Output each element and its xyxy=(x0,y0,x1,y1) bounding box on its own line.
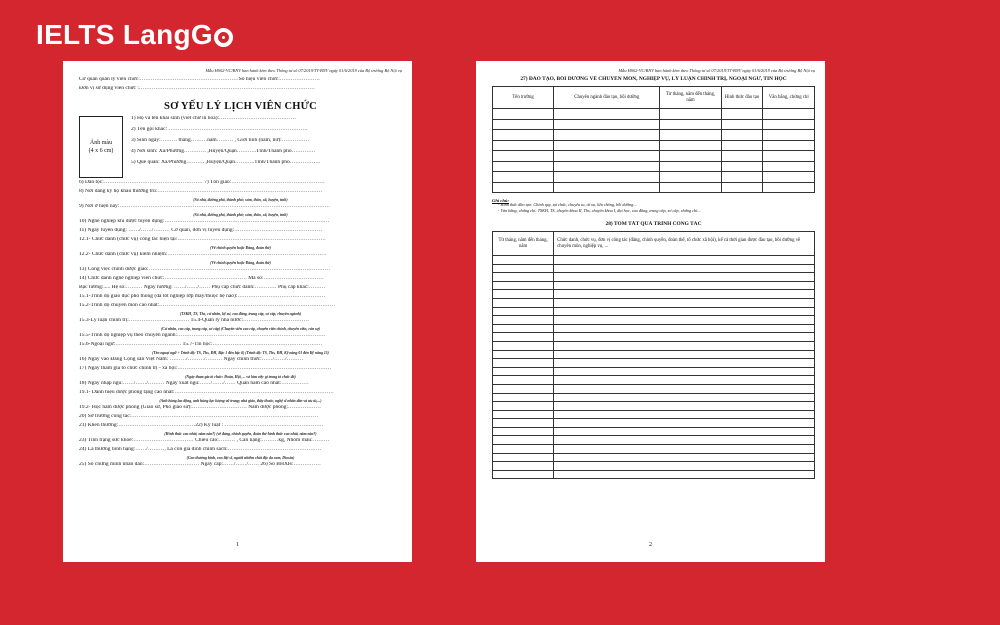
table-cell[interactable] xyxy=(493,393,554,402)
table-cell[interactable] xyxy=(554,445,815,454)
photo-section xyxy=(79,116,402,178)
table-row xyxy=(493,324,815,333)
table-cell[interactable] xyxy=(493,151,554,162)
col-header: Từ tháng, năm đến tháng, năm xyxy=(493,232,554,256)
table-cell[interactable] xyxy=(493,140,554,151)
work-history-table xyxy=(492,231,815,479)
table-cell[interactable] xyxy=(493,462,554,471)
table-row xyxy=(493,109,815,120)
table-cell[interactable] xyxy=(721,130,763,141)
table-cell[interactable] xyxy=(493,470,554,479)
note-line: - Văn bằng, chứng chỉ: TSKH, TS, chuyên khoa II, Ths, chuyên khoa I, đại học, cao đẳng, trung cấp, sơ cấp, chứng chỉ.... xyxy=(498,209,702,213)
document-page-2 xyxy=(476,61,825,562)
table-cell[interactable] xyxy=(493,290,554,299)
table-row xyxy=(493,273,815,282)
table-cell[interactable] xyxy=(554,109,660,120)
table-cell[interactable] xyxy=(763,182,815,193)
table-cell[interactable] xyxy=(554,376,815,385)
table-cell[interactable] xyxy=(493,119,554,130)
table-cell[interactable] xyxy=(493,109,554,120)
logo-text: IELTS LangG xyxy=(36,19,214,50)
table-cell[interactable] xyxy=(554,161,660,172)
table-cell[interactable] xyxy=(763,119,815,130)
table-cell[interactable] xyxy=(721,109,763,120)
table-cell[interactable] xyxy=(721,161,763,172)
table-cell[interactable] xyxy=(554,290,815,299)
table-row xyxy=(493,402,815,411)
table-cell[interactable] xyxy=(763,109,815,120)
form-fields xyxy=(79,180,402,471)
field-line: 11) Ngày tuyển dụng: ……/……/……… Cơ quan, đơn vị tuyển dụng:………………………………………… xyxy=(79,228,323,233)
table-row xyxy=(493,419,815,428)
photo-field-line: 4) Nơi sinh: Xã/Phường………… ,Huyện/Quận………..Tỉnh/Thành phố…………. xyxy=(131,149,316,154)
table-cell[interactable] xyxy=(554,324,815,333)
field-line: 24) Là thương binh hạng:……/………, Là con gia đình chính sách:…………………………………………… xyxy=(79,447,322,452)
table-cell[interactable] xyxy=(554,119,660,130)
agency-line: Cơ quan quản lý viên chức:………………………………………………Số hiệu viên chức:…………………. xyxy=(79,77,320,82)
table-row xyxy=(493,281,815,290)
table-cell[interactable] xyxy=(493,172,554,183)
table-cell[interactable] xyxy=(493,427,554,436)
table-cell[interactable] xyxy=(554,393,815,402)
table-row xyxy=(493,445,815,454)
table-cell[interactable] xyxy=(660,109,721,120)
table-cell[interactable] xyxy=(554,462,815,471)
table-cell[interactable] xyxy=(554,402,815,411)
field-line: Bậc lương:..... Hệ số:……… Ngày hưởng: ……/……/…… Phụ cấp chức danh:………… Phụ cấp khác:……… xyxy=(79,285,326,290)
table-row xyxy=(493,341,815,350)
photo-size: (4 x 6 cm) xyxy=(88,148,114,154)
table-cell[interactable] xyxy=(493,376,554,385)
field-line: 6) Dân tộc:……………………………………………… 7) Tôn giáo:…………………………………………… xyxy=(79,180,325,185)
table-cell[interactable] xyxy=(554,151,660,162)
field-line: 19.2- Học hàm được phong (Giáo sư, Phó giáo sư):………………………… Năm được phong:……………… xyxy=(79,405,321,410)
table-cell[interactable] xyxy=(493,307,554,316)
table-row xyxy=(493,393,815,402)
table-cell[interactable] xyxy=(493,341,554,350)
table-cell[interactable] xyxy=(554,130,660,141)
table-cell[interactable] xyxy=(493,367,554,376)
table-cell[interactable] xyxy=(554,410,815,419)
table-cell[interactable] xyxy=(660,172,721,183)
table-cell[interactable] xyxy=(721,140,763,151)
table-cell[interactable] xyxy=(493,453,554,462)
table-cell[interactable] xyxy=(493,410,554,419)
field-line: 18) Ngày nhập ngũ:……/……/……… Ngày xuất ngũ:……/……/…… Quân hàm cao nhất:…………… xyxy=(79,381,309,386)
table-cell[interactable] xyxy=(660,119,721,130)
table-cell[interactable] xyxy=(493,384,554,393)
page-number: 1 xyxy=(236,542,239,548)
table-row xyxy=(493,384,815,393)
table-cell[interactable] xyxy=(493,350,554,359)
table-row xyxy=(493,453,815,462)
table-cell[interactable] xyxy=(554,281,815,290)
table-cell[interactable] xyxy=(493,256,554,265)
field-line: 15.2-Trình độ chuyên môn cao nhất:…………………………………………………………………………………… xyxy=(79,303,336,308)
note-line: - Hình thức đào tạo: Chính quy, tại chức, chuyên tu, từ xa, liên thông, bồi dưỡng.... xyxy=(498,203,638,207)
table-row xyxy=(493,130,815,141)
table-cell[interactable] xyxy=(493,419,554,428)
table-row xyxy=(493,359,815,368)
table-cell[interactable] xyxy=(554,307,815,316)
field-line: 10) Nghề nghiệp khi được tuyển dụng:……………………………………………………………………………… xyxy=(79,219,330,224)
field-line: 21) Khen thưởng:……………………………………22) Kỷ luật : ……………………………………………… xyxy=(79,423,324,428)
table-cell[interactable] xyxy=(660,161,721,172)
document-page-1 xyxy=(63,61,412,562)
field-line: 8) Nơi đăng ký hộ khẩu thường trú:……………………………………………………………………………… xyxy=(79,189,323,194)
field-hint: (Về chính quyền hoặc Đảng, đoàn thể) xyxy=(210,246,271,250)
field-line: 13) Công việc chính được giao:……………………………………………………………………………………… xyxy=(79,267,331,272)
table-row xyxy=(493,256,815,265)
form-header-note: Mẫu HS02-VC/BNV ban hành kèm theo Thông tư số 07/2019/TT-BNV ngày 01/6/2019 của Bộ trưởng Bộ Nội vụ xyxy=(618,68,815,73)
table-row xyxy=(493,350,815,359)
unit-line: Đơn vị sử dụng viên chức :…………………………………………………………………………………… xyxy=(79,86,315,91)
field-hint: (Cử nhân, cao cấp, trung cấp, sơ cấp) (Chuyên viên cao cấp, chuyên viên chính, chuyên viên, cán sự) xyxy=(160,327,321,331)
table-cell[interactable] xyxy=(763,172,815,183)
table-cell[interactable] xyxy=(554,359,815,368)
table-cell[interactable] xyxy=(493,436,554,445)
table-cell[interactable] xyxy=(554,436,815,445)
field-hint: (Anh hùng lao động, anh hùng lực lượng vũ trang; nhà giáo, thầy thuốc, nghệ sĩ nhân dân và ưu tú,...) xyxy=(159,399,322,403)
col-header: Hình thức đào tạo xyxy=(721,87,763,109)
field-line: 15.5-Trình độ nghiệp vụ theo chuyên ngành:……………………………………………………………………… xyxy=(79,333,326,338)
table-cell[interactable] xyxy=(554,140,660,151)
notes-block xyxy=(492,198,815,215)
photo-box xyxy=(79,116,123,178)
table-cell[interactable] xyxy=(554,419,815,428)
field-line: 12.1- Chức danh (chức vụ) công tác hiện tại:……………………………………………………………………… xyxy=(79,237,326,242)
table-row xyxy=(493,410,815,419)
table-row xyxy=(493,376,815,385)
field-line: 25) Số chứng minh nhân dân:………………………… Ngày cấp:……/……/…… 26) Số BHXH:…………… xyxy=(79,462,321,467)
col-header: Tên trường xyxy=(493,87,554,109)
table-cell[interactable] xyxy=(660,130,721,141)
table-cell[interactable] xyxy=(721,119,763,130)
field-line: 9) Nơi ở hiện nay:……………………………………………………………………………………………………. xyxy=(79,204,330,209)
table-row xyxy=(493,172,815,183)
table-cell[interactable] xyxy=(493,182,554,193)
field-line: 12.2- Chức danh (chức vụ) kiêm nhiệm:…………………………………………………………………………… xyxy=(79,252,327,257)
field-hint: (Con thương binh, con liệt sĩ, người nhiễm chất độc da cam, Dioxin) xyxy=(186,456,295,460)
table-cell[interactable] xyxy=(493,281,554,290)
table-row xyxy=(493,151,815,162)
table-row xyxy=(493,307,815,316)
table-cell[interactable] xyxy=(660,151,721,162)
table-cell[interactable] xyxy=(763,161,815,172)
table-cell[interactable] xyxy=(493,316,554,325)
table-cell[interactable] xyxy=(554,298,815,307)
col-header: Chuyên ngành đào tạo, bồi dưỡng xyxy=(554,87,660,109)
table-row xyxy=(493,367,815,376)
field-hint: (TSKH, TS, Ths, cử nhân, kỹ sư, cao đẳng, trung cấp, sơ cấp, chuyên ngành) xyxy=(179,312,302,316)
table-cell[interactable] xyxy=(493,402,554,411)
field-hint: (Hình thức cao nhất, năm nào?) (về đảng, chính quyền, đoàn thể hình thức cao nhất, năm nào?) xyxy=(164,432,317,436)
table-row xyxy=(493,436,815,445)
table-row xyxy=(493,182,815,193)
field-hint: (Số nhà, đường phố, thành phố; xóm, thôn, xã, huyện, tỉnh) xyxy=(193,213,288,217)
table-cell[interactable] xyxy=(554,470,815,479)
field-line: 14) Chức danh nghề nghiệp viên chức:……………………………………… Mã số:…………………………… xyxy=(79,276,324,281)
training-table xyxy=(492,86,815,193)
table-row xyxy=(493,462,815,471)
field-line: 23) Tình trạng sức khoẻ:…………………………… Chiều cao:……… , Cân nặng:………kg, Nhóm máu:……… xyxy=(79,438,330,443)
table-cell[interactable] xyxy=(721,172,763,183)
table-cell[interactable] xyxy=(721,182,763,193)
table-cell[interactable] xyxy=(763,140,815,151)
field-hint: (Ngày tham gia tổ chức: Đoàn, Hội, ... và làm việc gì trong tổ chức đó) xyxy=(185,375,296,379)
table-cell[interactable] xyxy=(554,367,815,376)
section-27-title: 27) ĐÀO TẠO, BỒI DƯỠNG VỀ CHUYÊN MÔN, NGHIỆP VỤ, LÝ LUẬN CHÍNH TRỊ, NGOẠI NGỮ, TIN HỌC xyxy=(520,76,787,82)
table-cell[interactable] xyxy=(493,264,554,273)
field-line: 20) Sở trường công tác:………………………………………………………………………………………… xyxy=(79,414,319,419)
logo-o-ring-icon xyxy=(214,28,233,47)
field-line: 17) Ngày tham gia tổ chức chính trị - xã hội:………………………………………………………………………… xyxy=(79,366,332,371)
table-cell[interactable] xyxy=(554,172,660,183)
table-cell[interactable] xyxy=(493,445,554,454)
table-cell[interactable] xyxy=(554,341,815,350)
table-cell[interactable] xyxy=(554,427,815,436)
table-cell[interactable] xyxy=(554,182,660,193)
table-cell[interactable] xyxy=(554,384,815,393)
form-title: SƠ YẾU LÝ LỊCH VIÊN CHỨC xyxy=(164,101,317,112)
field-hint: (Về chính quyền hoặc Đảng, đoàn thể) xyxy=(210,261,271,265)
table-row xyxy=(493,298,815,307)
table-cell[interactable] xyxy=(493,359,554,368)
table-cell[interactable] xyxy=(493,273,554,282)
table-cell[interactable] xyxy=(554,256,815,265)
field-line: 15.6-Ngoại ngữ:……………………………… 15.7-Tin học:…………………………………………………… xyxy=(79,342,323,347)
table-row xyxy=(493,264,815,273)
field-line: 16) Ngày vào Đảng Cộng sản Việt Nam: ………/………/……… Ngày chính thức:……/……/……… xyxy=(79,357,304,362)
table-row xyxy=(493,161,815,172)
table-cell[interactable] xyxy=(493,130,554,141)
field-hint: (Tên ngoại ngữ + Trình độ: TS, Ths, ĐH, Bậc 1 đến bậc 6) (Trình độ: TS, Ths, ĐH, Kỹ năng 01 đến Kỹ năng 15) xyxy=(152,351,329,355)
table-cell[interactable] xyxy=(554,350,815,359)
table-row xyxy=(493,119,815,130)
table-cell[interactable] xyxy=(660,140,721,151)
col-header: Văn bằng, chứng chỉ xyxy=(763,87,815,109)
form-header-note: Mẫu HS02-VC/BNV ban hành kèm theo Thông tư số 07/2019/TT-BNV ngày 01/6/2019 của Bộ trưởng Bộ Nội vụ xyxy=(205,68,402,73)
photo-fields xyxy=(131,116,402,178)
col-header: Từ tháng, năm đến tháng, năm xyxy=(660,87,721,109)
photo-field-line: 2) Tên gọi khác: …………………………………………………………………. xyxy=(131,127,308,132)
table-row xyxy=(493,140,815,151)
table-cell[interactable] xyxy=(554,333,815,342)
table-row xyxy=(493,333,815,342)
table-cell[interactable] xyxy=(554,316,815,325)
photo-field-line: 5) Quê quán: Xã/Phường………. ,Huyện/Quận………..Tỉnh/Thành phố…………….. xyxy=(131,160,321,165)
table-cell[interactable] xyxy=(493,161,554,172)
notes-label: Ghi chú: xyxy=(492,198,509,203)
table-cell[interactable] xyxy=(493,298,554,307)
field-line: 15.1-Trình độ giáo dục phổ thông (đã tốt nghiệp lớp mấy/thuộc hệ nào):………………………………………… xyxy=(79,294,326,299)
table-row xyxy=(493,470,815,479)
photo-field-line: 3) Sinh ngày:……… tháng………năm……… , Giới tính (nam, nữ):…………… xyxy=(131,138,310,143)
table-cell[interactable] xyxy=(554,273,815,282)
table-row xyxy=(493,290,815,299)
table-row xyxy=(493,427,815,436)
field-line: 15.3-Lý luận chính trị:…………………………… 15.4-Quản lý nhà nước:……………………………… xyxy=(79,318,309,323)
table-cell[interactable] xyxy=(763,130,815,141)
table-cell[interactable] xyxy=(554,453,815,462)
table-row xyxy=(493,316,815,325)
photo-label: Ảnh màu xyxy=(89,139,113,146)
brand-logo xyxy=(36,19,233,51)
col-header: Chức danh, chức vụ, đơn vị công tác (đảng, chính quyền, đoàn thể, tổ chức xã hội), kể cả thời gian được đào tạo, bồi dưỡng về chuyên môn, nghiệp vụ, ... xyxy=(554,232,815,256)
table-cell[interactable] xyxy=(660,182,721,193)
table-cell[interactable] xyxy=(721,151,763,162)
photo-field-line: 1) Họ và tên khai sinh (viết chữ in hoa):…………………………………… xyxy=(131,116,297,121)
table-cell[interactable] xyxy=(763,151,815,162)
section-28-title: 28) TÓM TẮT QUÁ TRÌNH CÔNG TÁC xyxy=(605,221,702,227)
table-cell[interactable] xyxy=(493,333,554,342)
page-number: 2 xyxy=(649,542,652,548)
table-cell[interactable] xyxy=(493,324,554,333)
field-line: 19.1- Danh hiệu được phong tặng cao nhất:…………………………………………………………………………… xyxy=(79,390,334,395)
table-cell[interactable] xyxy=(554,264,815,273)
field-hint: (Số nhà, đường phố, thành phố; xóm, thôn, xã, huyện, tỉnh) xyxy=(193,198,288,202)
